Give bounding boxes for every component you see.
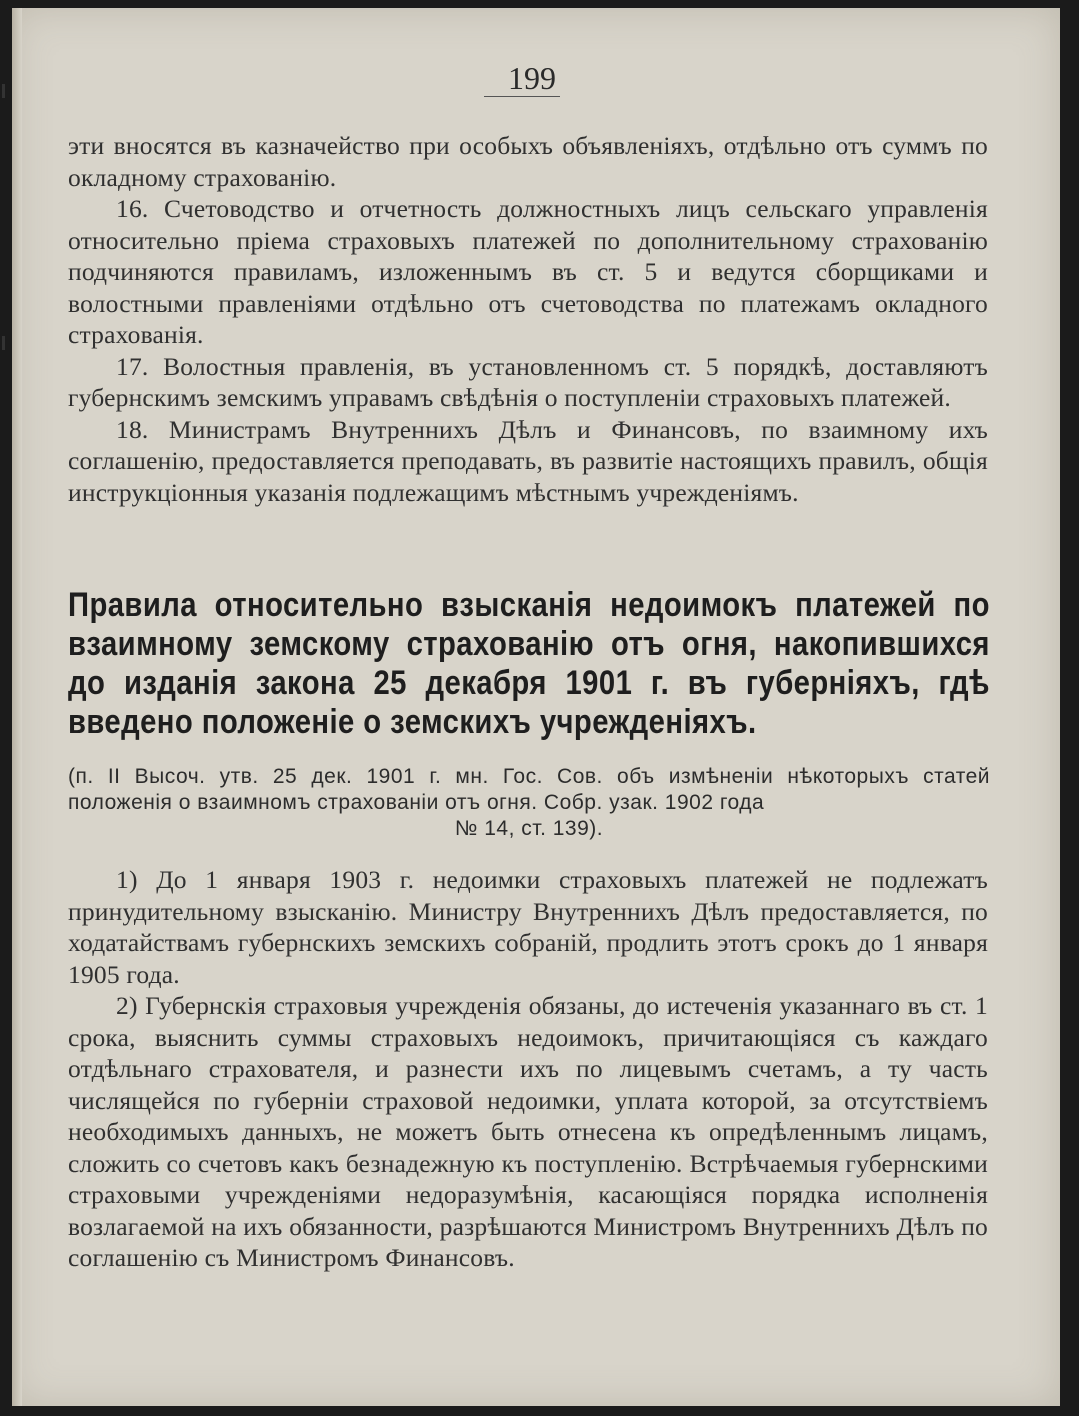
margin-mark	[2, 336, 5, 350]
section-2-text	[68, 864, 988, 1274]
source-note-main: (п. II Высоч. утв. 25 дек. 1901 г. мн. Гос. Сов. объ измѣненіи нѣкоторыхъ статей положенія о взаимномъ страхованіи отъ огня. Собр. узак. 1902 года	[68, 765, 990, 814]
page-spine-shadow	[12, 8, 22, 1406]
paragraph-18: 18. Министрамъ Внутреннихъ Дѣлъ и Финансовъ, по взаимному ихъ соглашенію, предоставляется преподавать, въ развитіе настоящихъ правилъ, общія инструкціонныя указанія подлежащимъ мѣстнымъ учрежденіямъ.	[68, 414, 988, 507]
document-page	[12, 8, 1060, 1406]
section-heading: Правила относительно взысканія недоимокъ платежей по взаимному земскому страхованію отъ огня, накопившихся до изданія закона 25 декабря 1901 г. въ губерніяхъ, гдѣ введено положеніе о земскихъ учрежденіяхъ.	[68, 586, 990, 741]
source-note	[68, 764, 990, 842]
paragraph-16: 16. Счетоводство и отчетность должностныхъ лицъ сельскаго управленія относительно пріема страховыхъ платежей по дополнительному страхованію подчиняются правиламъ, изложеннымъ въ ст. 5 и ведутся сборщиками и волостными правленіями отдѣльно отъ счетоводства по платежамъ окладного страхованія.	[68, 194, 988, 349]
rule-1: 1) До 1 января 1903 г. недоимки страховыхъ платежей не подлежатъ принудительному взысканію. Министру Внутреннихъ Дѣлъ предоставляется, по ходатайствамъ губернскихъ земскихъ собраній, продлить этотъ срокъ до 1 января 1905 года.	[68, 865, 988, 989]
page-number: 199	[508, 60, 556, 96]
section-1-text	[68, 130, 988, 508]
paragraph-17: 17. Волостныя правленія, въ установленномъ ст. 5 порядкѣ, доставляютъ губернскимъ земскимъ управамъ свѣдѣнія о поступленіи страховыхъ платежей.	[68, 351, 988, 412]
paragraph-continuation: эти вносятся въ казначейство при особыхъ объявленіяхъ, отдѣльно отъ суммъ по окладному страхованію.	[68, 131, 988, 192]
page-number-rule	[484, 96, 560, 97]
source-note-citation: № 14, ст. 139).	[454, 817, 604, 840]
rule-2: 2) Губернскія страховыя учрежденія обязаны, до истеченія указаннаго въ ст. 1 срока, выяснить суммы страховыхъ недоимокъ, причитающіяся съ каждаго отдѣльнаго страхователя, и разнести ихъ по лицевымъ счетамъ, а ту часть числящейся по губерніи страховой недоимки, уплата которой, за отсутствіемъ необходимыхъ данныхъ, не можетъ быть отнесена къ опредѣленнымъ лицамъ, сложить со счетовъ какъ безнадежную къ поступленію. Встрѣчаемыя губернскими страховыми учрежденіями недоразумѣнія, касающіяся порядка исполненія возлагаемой на ихъ обязанности, разрѣшаются Министромъ Внутреннихъ Дѣлъ по соглашенію съ Министромъ Финансовъ.	[68, 991, 988, 1272]
margin-mark	[2, 84, 5, 98]
